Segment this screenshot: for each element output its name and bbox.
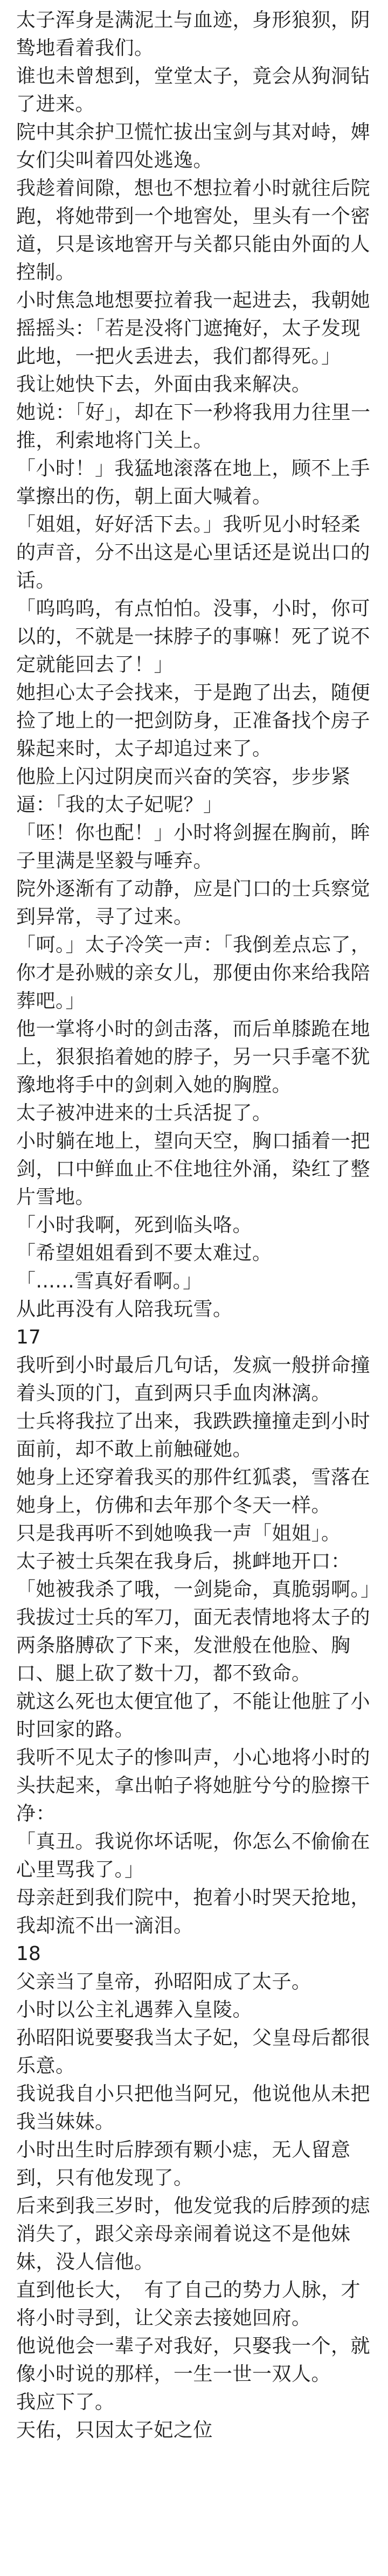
- paragraph: 小时以公主礼遇葬入皇陵。: [16, 1999, 253, 2021]
- paragraph: 只是我再听不到她唤我一声「姐姐」。: [16, 1522, 341, 1545]
- paragraph: 「希望姐姐看到不要太难过。: [16, 1242, 272, 1264]
- paragraph: 院中其余护卫慌忙拔出宝剑与其对峙，婢女们尖叫着四处逃逸。: [16, 121, 371, 171]
- paragraph: 小时焦急地想要拉着我一起进去，我朝她摇摇头：「若是没将门遮掩好，太子发现此地，一把火丢进去，我们都得死。」: [16, 289, 371, 368]
- paragraph: 「小时我啊，死到临头咯。: [16, 1214, 253, 1236]
- paragraph: 我听不见太子的惨叫声，小心地将小时的头扶起来，拿出帕子将她脏兮兮的脸擦干净：: [16, 1747, 371, 1825]
- paragraph: 他一掌将小时的剑击落，而后单膝跪在地上，狠狠掐着她的脖子，另一只手毫不犹豫地将手中的剑刺入她的胸膛。: [16, 1018, 371, 1096]
- paragraph: 他脸上闪过阴戾而兴奋的笑容，步步紧逼：「我的太子妃呢？」: [16, 766, 351, 816]
- paragraph: 后来到我三岁时，他发觉我的后脖颈的痣消失了，跟父亲母亲闹着说这不是他妹妹，没人信他。: [16, 2195, 371, 2273]
- paragraph: 就这么死也太便宜他了，不能让他脏了小时回家的路。: [16, 1691, 371, 1741]
- paragraph: 母亲赶到我们院中，抱着小时哭天抢地，我却流不出一滴泪。: [16, 1887, 371, 1937]
- paragraph: 直到他长大， 有了自己的势力人脉，才将小时寻到，让父亲去接她回府。: [16, 2279, 361, 2329]
- paragraph: 「......雪真好看啊。」: [16, 1270, 203, 1292]
- paragraph: 我让她快下去，外面由我来解决。: [16, 373, 311, 396]
- paragraph: 谁也未曾想到，堂堂太子，竟会从狗洞钻了进来。: [16, 65, 371, 115]
- paragraph: 院外逐渐有了动静，应是门口的士兵察觉到异常，寻了过来。: [16, 878, 371, 928]
- chapter-number: 18: [16, 1943, 41, 1965]
- paragraph: 小时躺在地上，望向天空，胸口插着一把剑，口中鲜血止不住地往外涌，染红了整片雪地。: [16, 1130, 371, 1208]
- paragraph: 我说我自小只把他当阿兄，他说他从未把我当妹妹。: [16, 2083, 371, 2133]
- paragraph: 「呜呜呜，有点怕怕。没事，小时，你可以的，不就是一抹脖子的事嘛！死了说不定就能回去了！」: [16, 598, 371, 676]
- paragraph: 「呵。」太子冷笑一声：「我倒差点忘了，你才是孙贼的亲女儿，那便由你来给我陪葬吧。」: [16, 934, 371, 1012]
- paragraph: 太子浑身是满泥土与血迹，身形狼狈，阴鸷地看着我们。: [16, 9, 371, 59]
- paragraph: 父亲当了皇帝，孙昭阳成了太子。: [16, 1971, 311, 1993]
- paragraph: 太子被冲进来的士兵活捉了。: [16, 1102, 272, 1124]
- paragraph: 「小时！」我猛地滚落在地上，顾不上手掌擦出的伤，朝上面大喊着。: [16, 458, 371, 508]
- paragraph: 「姐姐，好好活下去。」我听见小时轻柔的声音，分不出这是心里话还是说出口的话。: [16, 514, 371, 592]
- paragraph: 小时出生时后脖颈有颗小痣，无人留意到，只有他发现了。: [16, 2139, 351, 2189]
- paragraph: 天佑，只因太子妃之位: [16, 2419, 213, 2441]
- paragraph: 士兵将我拉了出来，我跌跌撞撞走到小时面前，却不敢上前触碰她。: [16, 1410, 371, 1460]
- paragraph: 她说：「好」，却在下一秒将我用力往里一推，利索地将门关上。: [16, 401, 371, 452]
- paragraph: 我趁着间隙，想也不想拉着小时就往后院跑，将她带到一个地窖处，里头有一个密道，只是该地窖开与关都只能由外面的人控制。: [16, 177, 371, 283]
- chapter-number: 17: [16, 1326, 41, 1348]
- paragraph: 我应下了。: [16, 2391, 115, 2413]
- paragraph: 我听到小时最后几句话，发疯一般拼命撞着头顶的门，直到两只手血肉淋漓。: [16, 1354, 371, 1404]
- paragraph: 从此再没有人陪我玩雪。: [16, 1298, 233, 1320]
- paragraph: 「呸！你也配！」小时将剑握在胸前，眸子里满是坚毅与唾弃。: [16, 822, 371, 872]
- paragraph: 孙昭阳说要娶我当太子妃，父皇母后都很乐意。: [16, 2027, 371, 2077]
- paragraph: 太子被士兵架在我身后，挑衅地开口：「她被我杀了哦，一剑毙命，真脆弱啊。」: [16, 1550, 380, 1601]
- paragraph: 我拔过士兵的军刀，面无表情地将太子的两条胳膊砍了下来，发泄般在他脸、胸口、腿上砍了数十刀，都不致命。: [16, 1606, 371, 1685]
- paragraph: 他说他会一辈子对我好，只娶我一个，就像小时说的那样，一生一世一双人。: [16, 2335, 371, 2385]
- paragraph: 她身上还穿着我买的那件红狐裘，雪落在她身上，仿佛和去年那个冬天一样。: [16, 1466, 371, 1516]
- paragraph: 「真丑。我说你坏话呢，你怎么不偷偷在心里骂我了。」: [16, 1831, 371, 1881]
- paragraph: 她担心太子会找来，于是跑了出去，随便捡了地上的一把剑防身，正准备找个房子躲起来时，太子却追过来了。: [16, 682, 371, 760]
